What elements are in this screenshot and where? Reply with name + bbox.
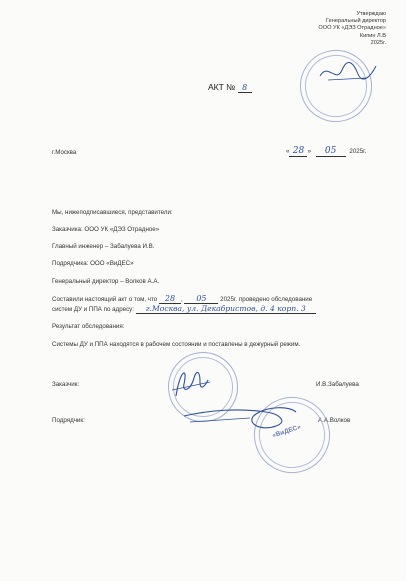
- composed-day: 28: [159, 295, 181, 304]
- approval-signature: [318, 58, 378, 86]
- act-title: [208, 82, 252, 93]
- customer-sign-name: И.В.Забалуева: [316, 381, 359, 388]
- customer-text: Заказчика: ООО УК «ДЭЗ Отрадное»: [52, 226, 160, 233]
- composed-line2-prefix: систем ДУ и ППА по адресу:: [52, 306, 134, 313]
- composed-line-2: [52, 305, 316, 314]
- general-director-text: Генеральный директор – Волков А.А.: [52, 278, 160, 285]
- result-text: Системы ДУ и ППА находятся в рабочем состоянии и поставлены в дежурный режим.: [52, 341, 301, 348]
- contractor-text: Подрядчика: ООО «ВиДЕС»: [52, 260, 134, 267]
- approval-stamp: [292, 42, 379, 129]
- composed-month: 05: [184, 295, 218, 304]
- act-number: 8: [238, 83, 252, 93]
- composed-suffix: 2025г. проведено обследование: [220, 296, 313, 303]
- customer-sign-label: Заказчик:: [52, 381, 80, 388]
- approval-block: [318, 11, 386, 47]
- act-title-label: АКТ №: [208, 82, 236, 92]
- approval-line-4: Кипин Л.В: [359, 32, 386, 39]
- contractor-signature: [180, 392, 300, 437]
- intro-text: Мы, нижеподписавшиеся, представители:: [52, 209, 173, 216]
- composed-address: г.Москва, ул. Декабристов, д. 4 корп. 3: [136, 305, 316, 314]
- contractor-sign-name: А.А.Волков: [318, 417, 351, 424]
- composed-line-1: Составили настоящий акт о том, что 28 , 05 2025г. проведено обследование: [52, 294, 313, 303]
- result-header: Результат обследования:: [52, 323, 125, 330]
- act-date-year: 2025г.: [349, 148, 367, 155]
- approval-line-1: Утверждаю: [356, 11, 386, 17]
- place-label: г.Москва: [52, 149, 77, 156]
- act-date-day: 28: [289, 146, 307, 157]
- chief-engineer-text: Главный инженер – Забалуева И.В.: [52, 243, 155, 250]
- act-date: « 28 » 05 2025г.: [286, 146, 367, 156]
- contractor-stamp-text: «ВиДЕС»: [271, 423, 302, 440]
- approval-line-5: 2025г.: [370, 39, 386, 46]
- approval-line-2: Генеральный директор: [326, 18, 386, 25]
- composed-prefix: Составили настоящий акт о том, что: [52, 296, 158, 303]
- act-date-month: 05: [316, 146, 346, 157]
- contractor-sign-label: Подрядчик:: [52, 417, 85, 424]
- approval-line-3: ООО УК «ДЭЗ Отрадное»: [318, 25, 386, 32]
